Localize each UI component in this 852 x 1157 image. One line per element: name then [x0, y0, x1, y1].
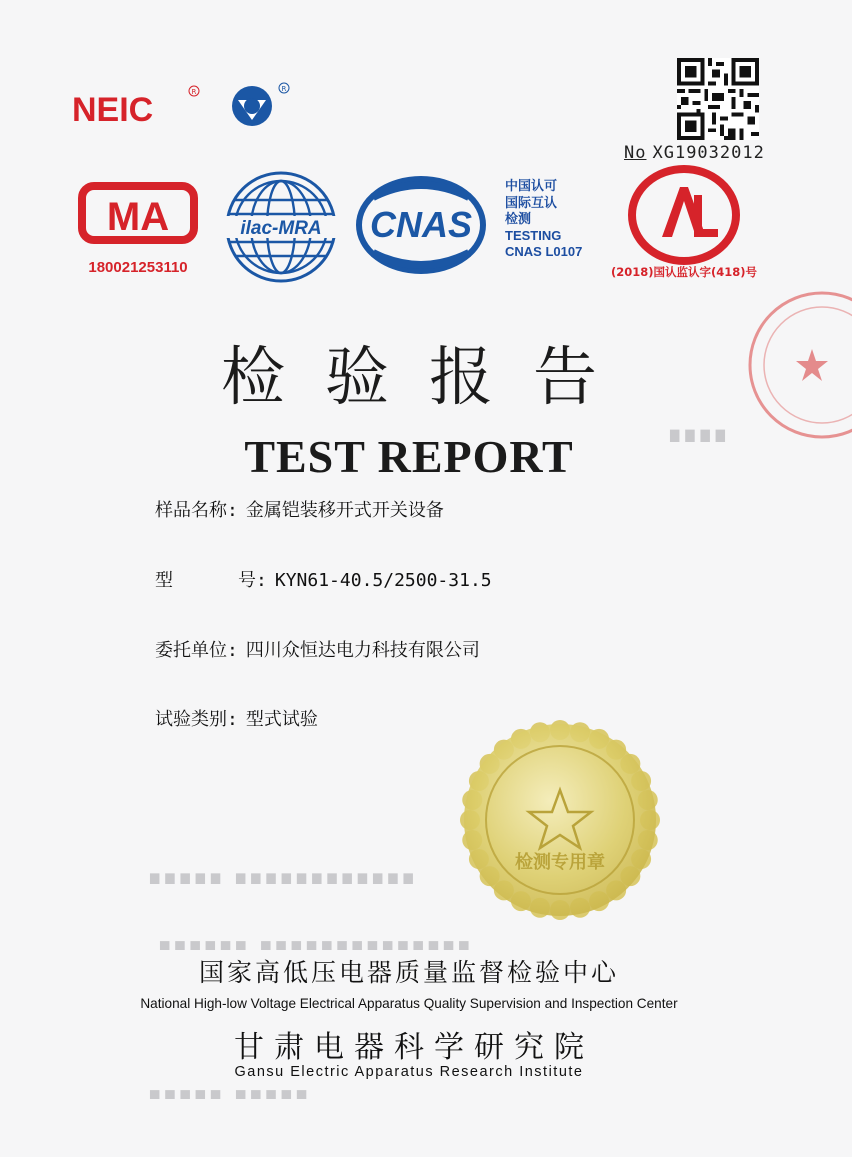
field-value: KYN61-40.5/2500-31.5 — [274, 570, 492, 591]
cma-logo — [72, 178, 204, 276]
report-title-en: TEST REPORT — [244, 431, 574, 482]
field-model: 型 号: KYN61-40.5/2500-31.5 — [155, 566, 492, 592]
field-label: 样品名称 — [155, 500, 227, 521]
cnas-line: 国际互认 — [505, 194, 558, 210]
cnas-line: TESTING — [505, 227, 562, 243]
field-value: 金属铠装移开式开关设备 — [245, 500, 444, 521]
cnas-logo-text: CNAS — [369, 204, 473, 245]
faint-background-mark: ▇▇▇▇ — [670, 428, 731, 442]
cnas-line: 检测 — [505, 211, 532, 226]
svg-text:R: R — [281, 85, 287, 93]
field-label: 型 号 — [155, 570, 257, 591]
report-number-value: XG19032012 — [652, 143, 765, 163]
cal-logo — [610, 165, 758, 280]
ilac-mra-logo — [220, 170, 342, 285]
faint-background-mark: ▅▅▅▅▅ ▅▅▅▅▅ — [150, 1085, 313, 1099]
cnas-line: CNAS L0107 — [505, 244, 583, 259]
gold-seal-icon — [460, 720, 660, 920]
field-label: 委托单位 — [155, 640, 227, 661]
institute-name-en: Gansu Electric Apparatus Research Institute — [234, 1064, 584, 1080]
field-client: 委托单位: 四川众恒达电力科技有限公司 — [155, 636, 480, 662]
field-label: 试验类别 — [155, 709, 227, 730]
svg-text:R: R — [191, 88, 197, 96]
report-number-label: No — [624, 143, 647, 163]
neic-logo — [70, 85, 200, 130]
ilac-logo-text: ilac-MRA — [240, 218, 322, 239]
round-g-logo-icon — [226, 80, 291, 130]
faint-background-mark: ▆▆▆▆▆ ▆▆▆▆▆▆▆▆▆▆▆▆ — [150, 870, 419, 884]
cma-logo-text: MA — [106, 195, 170, 239]
qr-code-icon — [676, 58, 760, 140]
cnas-logo — [355, 175, 487, 275]
institute-name-cn: 甘肃电器科学研究院 — [234, 1030, 594, 1065]
field-test-type: 试验类别: 型式试验 — [155, 705, 318, 731]
field-value: 型式试验 — [245, 709, 318, 730]
neic-logo-text: NEIC — [72, 91, 154, 129]
cma-number: 180021253110 — [88, 259, 188, 276]
field-sample-name: 样品名称: 金属铠装移开式开关设备 — [155, 496, 444, 522]
report-title-cn: 检验报告 — [221, 341, 637, 415]
gold-seal-text: 检测专用章 — [515, 852, 605, 873]
field-value: 四川众恒达电力科技有限公司 — [245, 640, 480, 661]
cnas-accreditation-text — [505, 178, 582, 261]
report-number — [624, 143, 765, 163]
cal-caption: (2018)国认监认字(418)号 — [610, 265, 758, 279]
faint-background-mark: ▅▅▅▅▅▅ ▅▅▅▅▅▅▅▅▅▅▅▅▅▅ — [160, 936, 475, 950]
center-name-en: National High-low Voltage Electrical Apparatus Quality Supervision and Inspection Center — [140, 996, 678, 1011]
cnas-line: 中国认可 — [505, 178, 558, 193]
center-name-cn: 国家高低压电器质量监督检验中心 — [198, 958, 619, 987]
